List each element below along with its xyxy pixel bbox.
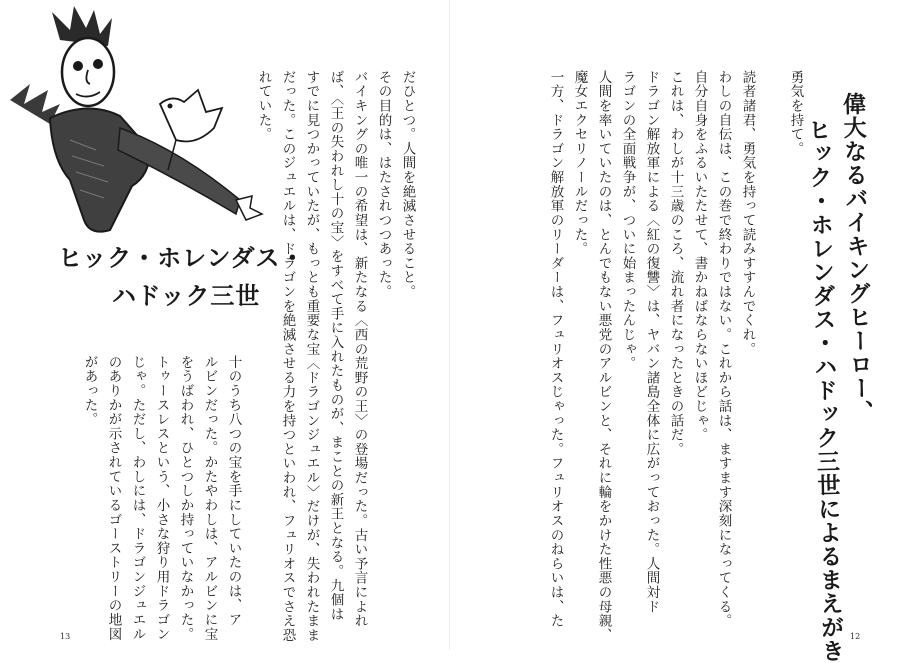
hiccup-illustration [0,0,270,250]
text-column: があった。 [81,355,98,427]
text-column: 魔女エクセリノールだった。 [571,70,588,257]
text-column: をうばわれ、ひとつしか持っていなかった。 [177,355,194,642]
text-column: ルビンだった。かたやわしは、アルビンに宝 [201,355,218,642]
text-column: じゃ。ただし、わしには、ドラゴンジュエル [129,355,146,642]
text-column: 読者諸君、勇気を持って読みすすんでくれ。 [739,70,756,357]
page-number-left: 13 [60,632,71,641]
page-number-right: 12 [850,632,861,641]
text-column: 自分自身をふるいたたせて、書かねばならないほどじゃ。 [691,70,708,443]
text-column: バイキングの唯一の希望は、新たなる〈西の荒野の王〉の登場だった。古い予言によれ [351,70,368,629]
text-column: すでに見つかっていたが、もっとも重要な宝〈ドラゴンジュエル〉だけが、失われたまま [303,70,320,643]
text-column: だひとつ。人間を絶滅させること。 [399,70,416,299]
text-column: ラゴンの全面戦争が、ついに始まったんじゃ。 [619,70,636,371]
text-column: 十のうち八つの宝を手にしていたのは、ア [225,355,242,627]
text-column: その目的は、はたされつつあった。 [375,70,392,299]
text-column: ドラゴン解放軍による〈紅の復讐〉は、ヤバン諸島全体に広がっておった。人間対ド [643,70,660,614]
name-lettering-line-1: ヒック・ホレンダス・ [58,244,306,272]
text-column: れていた。 [255,70,272,142]
title-line-2: ヒック・ホレンダス・ハドック三世によるまえがき [803,117,845,663]
page-right [450,0,900,663]
text-column: わしの自伝は、この巻で終わりではない。これから話は、ますます深刻になってくる。 [715,70,732,629]
text-column: 一方、ドラゴン解放軍のリーダーは、フュリオスじゃった。フュリオスのねらいは、た [547,70,564,629]
text-column: トゥースレスという、小さな狩り用ドラゴン [153,355,170,642]
text-column: だった。このジュエルは、ドラゴンを絶滅させる力を持つといわれ、フュリオスでさえ恐 [279,70,296,643]
text-column: 人間を率いていたのは、とんでもない悪党のアルビンと、それに輪をかけた性悪の母親、 [595,70,612,643]
title-line-1: 偉大なるバイキングヒーロー、 [838,91,874,424]
text-column: ば、〈王の失われし十の宝〉をすべて手に入れたものが、まことの新王となる。九個は [327,70,344,622]
page-left [0,0,450,650]
text-column: 勇気を持て。 [787,70,804,156]
text-column: これは、わしが十三歳のころ、流れ者になったときの話だ。 [667,70,684,457]
text-column: のありかが示されているゴーストリーの地図 [105,355,122,642]
name-lettering-line-2: ハドック三世 [112,282,261,310]
